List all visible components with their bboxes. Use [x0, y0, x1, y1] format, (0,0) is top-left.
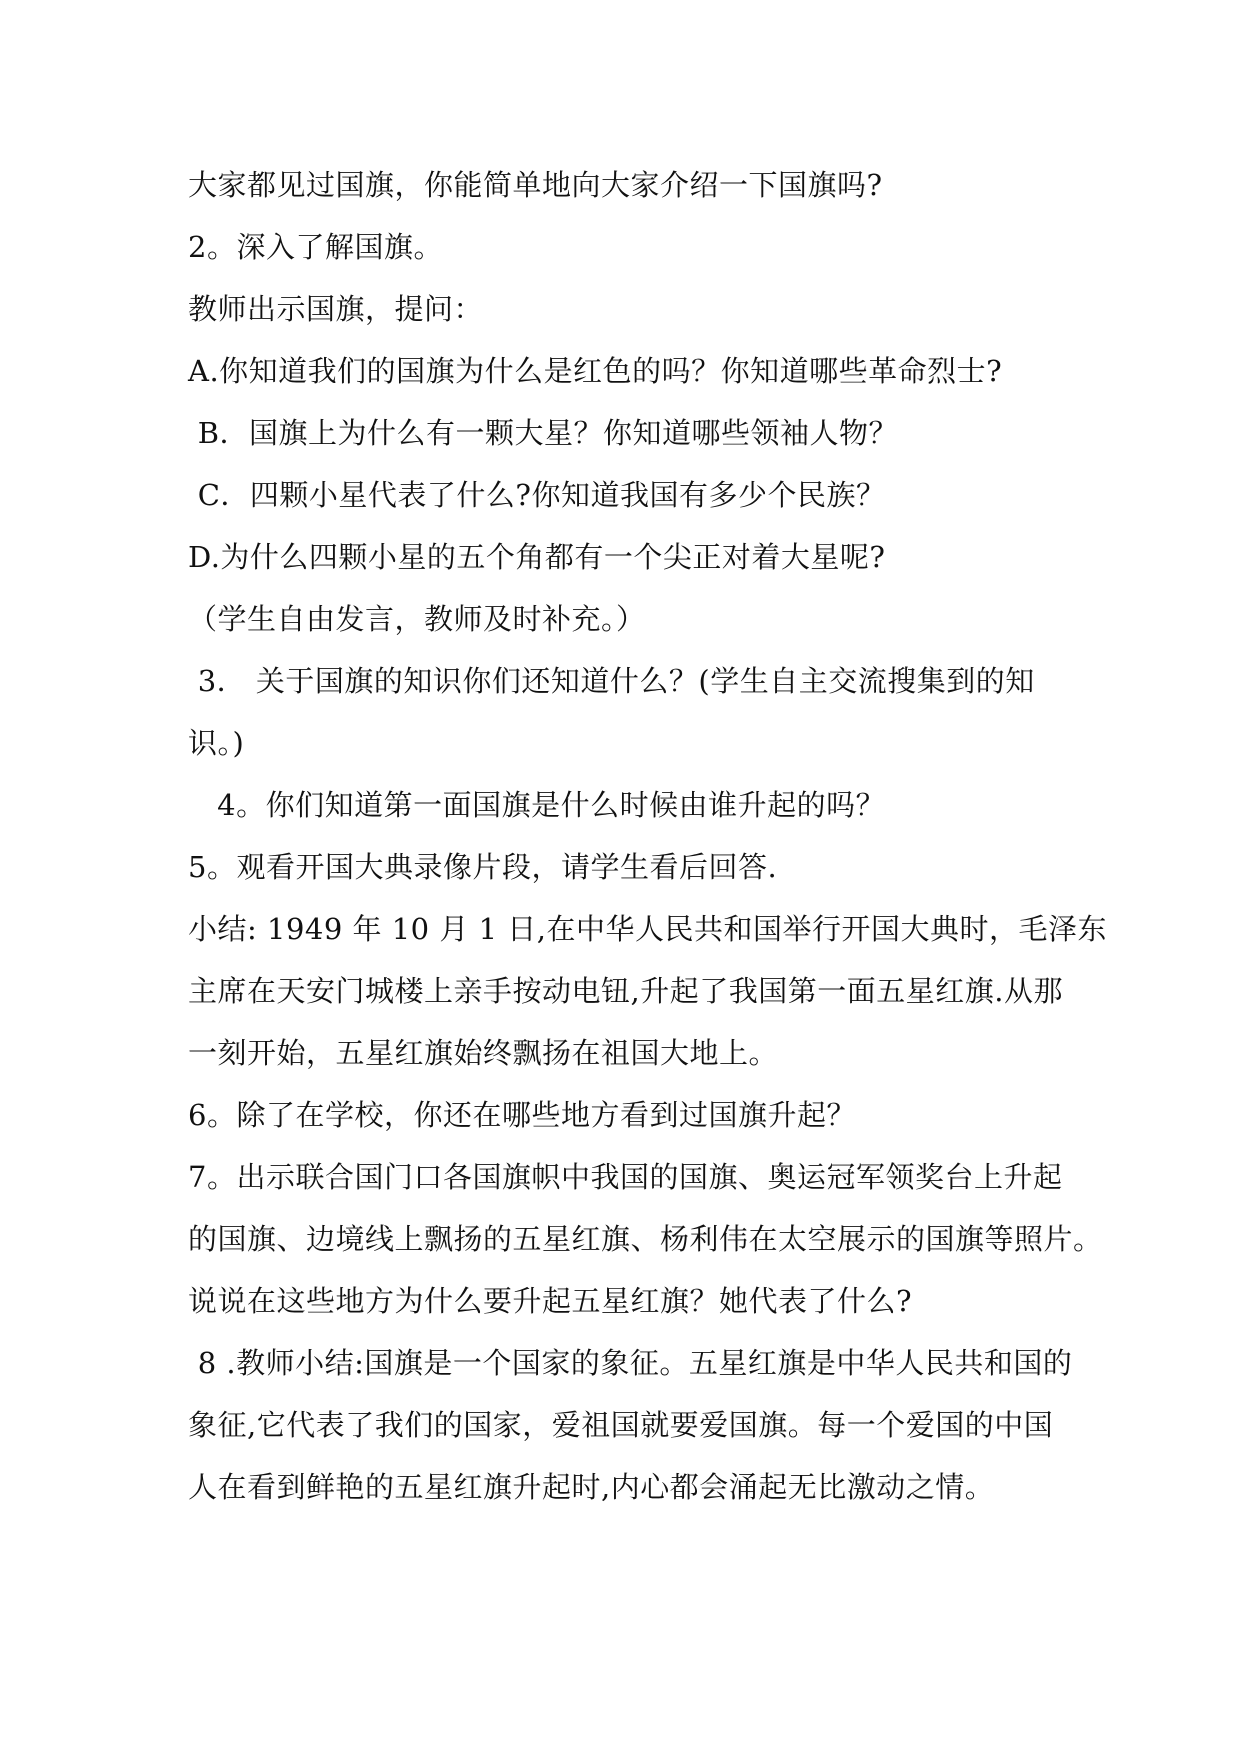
step-3-continuation: 识。): [188, 726, 245, 760]
step-7-line-1: 7。出示联合国门口各国旗帜中我国的国旗、奥运冠军领奖台上升起: [188, 1160, 1063, 1194]
student-discussion-note: （学生自由发言，教师及时补充。）: [188, 602, 646, 636]
question-b: B．国旗上为什么有一颗大星？你知道哪些领袖人物？: [188, 416, 899, 450]
step-7-line-3: 说说在这些地方为什么要升起五星红旗？她代表了什么?: [188, 1284, 913, 1318]
intro-question-line: 大家都见过国旗，你能简单地向大家介绍一下国旗吗?: [188, 168, 883, 202]
step-8-line-3: 人在看到鲜艳的五星红旗升起时,内心都会涌起无比激动之情。: [188, 1470, 995, 1504]
teacher-shows-flag-line: 教师出示国旗，提问：: [188, 292, 484, 326]
summary-line-1: 小结: 1949 年 10 月 1 日,在中华人民共和国举行开国大典时，毛泽东: [188, 912, 1107, 946]
step-3-line: 3． 关于国旗的知识你们还知道什么？(学生自主交流搜集到的知: [188, 664, 1035, 698]
step-5-line: 5。观看开国大典录像片段，请学生看后回答.: [188, 850, 778, 884]
step-2-heading: 2。深入了解国旗。: [188, 230, 443, 264]
step-8-line-2: 象征,它代表了我们的国家，爱祖国就要爱国旗。每一个爱国的中国: [188, 1408, 1054, 1442]
summary-line-3: 一刻开始，五星红旗始终飘扬在祖国大地上。: [188, 1036, 779, 1070]
step-7-line-2: 的国旗、边境线上飘扬的五星红旗、杨利伟在太空展示的国旗等照片。: [188, 1222, 1103, 1256]
step-4-line: 4。你们知道第一面国旗是什么时候由谁升起的吗？: [188, 788, 886, 822]
question-c: C．四颗小星代表了什么?你知道我国有多少个民族？: [188, 478, 886, 512]
summary-line-2: 主席在天安门城楼上亲手按动电钮,升起了我国第一面五星红旗.从那: [188, 974, 1063, 1008]
question-a: A.你知道我们的国旗为什么是红色的吗？你知道哪些革命烈士?: [188, 354, 1003, 388]
step-6-line: 6。除了在学校，你还在哪些地方看到过国旗升起？: [188, 1098, 856, 1132]
question-d: D.为什么四颗小星的五个角都有一个尖正对着大星呢?: [188, 540, 886, 574]
step-8-line-1: 8 .教师小结:国旗是一个国家的象征。五星红旗是中华人民共和国的: [188, 1346, 1073, 1380]
